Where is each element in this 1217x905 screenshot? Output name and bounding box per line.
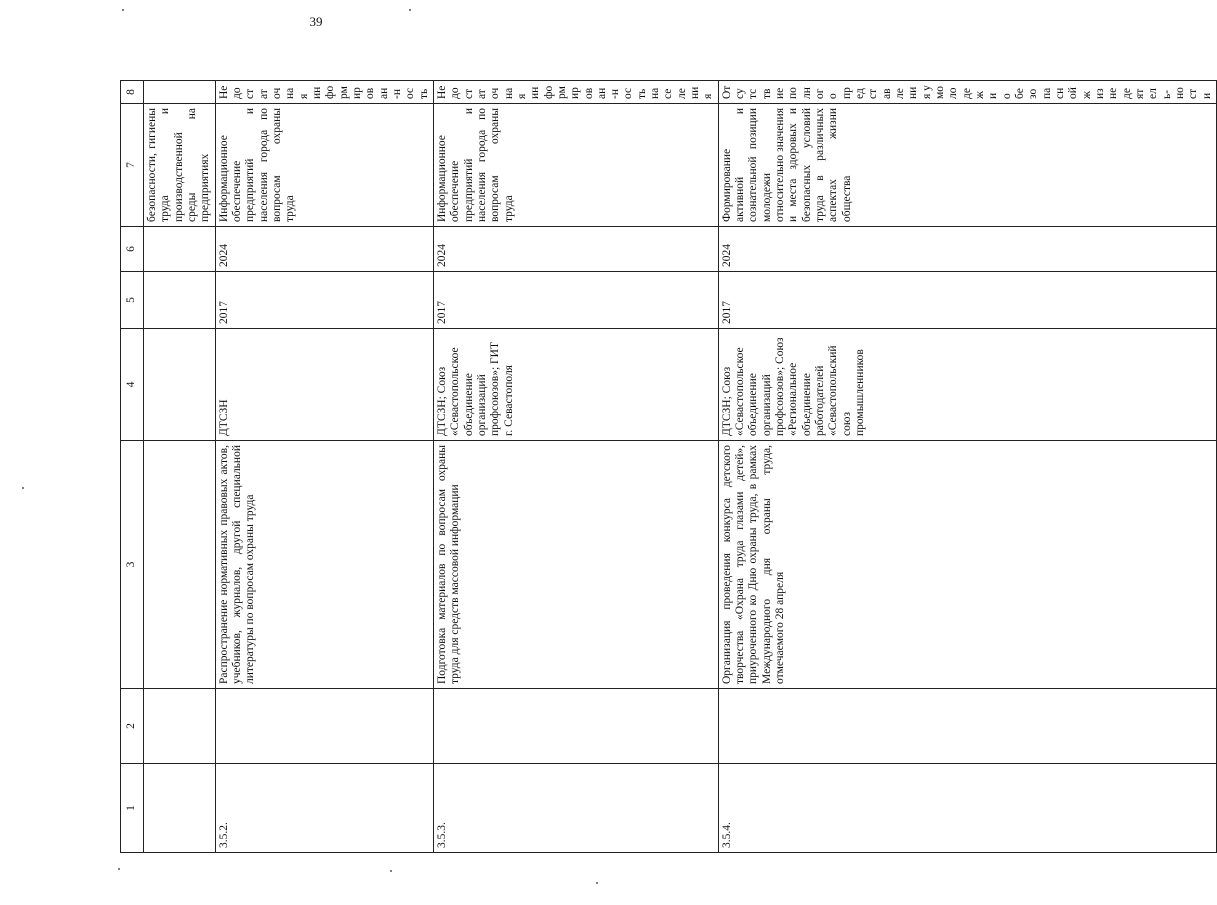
table-header-row <box>121 81 144 853</box>
scan-speck <box>596 882 598 884</box>
table-cell-c2 <box>215 689 433 764</box>
table-cell-c2 <box>433 689 718 764</box>
table-row <box>433 81 718 853</box>
table-cell-c6: 2024 <box>433 227 718 272</box>
table-cell-c4 <box>144 329 216 441</box>
header-cell: 6 <box>121 227 144 272</box>
table-cell-c5: 2017 <box>433 272 718 329</box>
table-row <box>718 81 1216 853</box>
rotated-table-container <box>120 81 1213 853</box>
measures-table <box>120 80 1217 853</box>
table-cell-c5: 2017 <box>215 272 433 329</box>
table-cell-c5: 2017 <box>718 272 1216 329</box>
table-cell-c3 <box>144 441 216 689</box>
table-cell-c7: Информационное обеспечение предприятий и населения города по вопросам охраны труда <box>215 104 433 227</box>
scan-speck <box>22 487 24 489</box>
table-cell-c7: безопасности, гигиены труда и производственной среды на предприятиях <box>144 104 216 227</box>
scan-speck <box>118 868 120 870</box>
table-cell-c1: 3.5.2. <box>215 764 433 853</box>
table-cell-c7: Информационное обеспечение предприятий и населения города по вопросам охраны труда <box>433 104 718 227</box>
header-cell: 2 <box>121 689 144 764</box>
table-cell-c8: Отсутствие полного представления у молодежи о безопасной жизнедеятель-ности <box>718 81 1216 104</box>
header-cell: 5 <box>121 272 144 329</box>
table-cell-c4: ДТСЗН <box>215 329 433 441</box>
table-cell-c4: ДТСЗН; Союз «Севастопольское объединение организаций профсоюзов»; Союз «Региональное объединение работодателей «Севастопольский союз промышленников <box>718 329 1216 441</box>
header-cell: 7 <box>121 104 144 227</box>
table-cell-c2 <box>718 689 1216 764</box>
table-cell-c2 <box>144 689 216 764</box>
page-number: 39 <box>309 14 323 29</box>
table-cell-c4: ДТСЗН; Союз «Севастопольское объединение организаций профсоюзов»; ГИТ г. Севастополя <box>433 329 718 441</box>
table-cell-c6 <box>144 227 216 272</box>
table-cell-c8: Недостаточная информирован-ность <box>215 81 433 104</box>
header-cell: 3 <box>121 441 144 689</box>
header-cell: 1 <box>121 764 144 853</box>
header-cell: 8 <box>121 81 144 104</box>
table-cell-c7: Формирование активной и сознательной позиции молодежи относительно значения и места здоровых и безопасных условий труда в различных аспектах жизни общества <box>718 104 1216 227</box>
scan-speck <box>122 9 124 11</box>
scan-speck <box>390 870 392 872</box>
table-cell-c8 <box>144 81 216 104</box>
table-cell-c6: 2024 <box>718 227 1216 272</box>
table-cell-c1 <box>144 764 216 853</box>
table-cell-c3: Организация проведения конкурса детского творчества «Охрана труда глазами детей», приуроченного ко Дню охраны труда, в рамках Международного дня охраны труда, отмечаемого 28 апреля <box>718 441 1216 689</box>
table-cell-c1: 3.5.3. <box>433 764 718 853</box>
table-cell-c5 <box>144 272 216 329</box>
table-cell-c3: Распространение нормативных правовых актов, учебников, журналов, другой специальной литературы по вопросам охраны труда <box>215 441 433 689</box>
header-cell: 4 <box>121 329 144 441</box>
table-cell-c6: 2024 <box>215 227 433 272</box>
table-cell-c3: Подготовка материалов по вопросам охраны труда для средств массовой информации <box>433 441 718 689</box>
table-cell-c1: 3.5.4. <box>718 764 1216 853</box>
table-row <box>215 81 433 853</box>
table-cell-c8: Недостаточная информирован-ность населения <box>433 81 718 104</box>
table-row <box>144 81 216 853</box>
scan-speck <box>409 9 411 11</box>
